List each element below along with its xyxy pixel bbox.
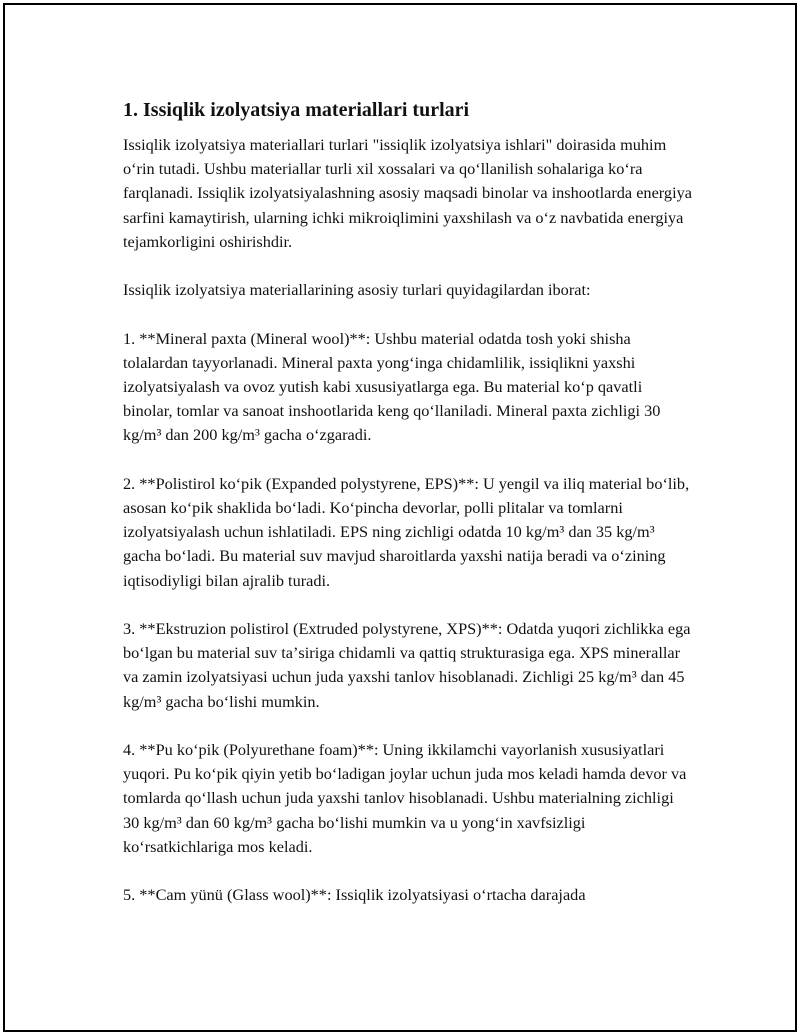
list-intro-paragraph: Issiqlik izolyatsiya materiallarining asosiy turlari quyidagilardan iborat: bbox=[123, 280, 591, 300]
list-item-xps: 3. **Ekstruzion polistirol (Extruded polystyrene, XPS)**: Odatda yuqori zichlikka ega boʻlgan bu material suv taʼsiriga chidamli va qattiq strukturasiga ega. XPS minerallar va zamin izolyatsiyasi uchun juda yaxshi tanlov hisoblanadi. Zichligi 25 kg/m³ dan 45 kg/m³ gacha boʻlishi mumkin. bbox=[123, 619, 691, 711]
list-item-glass-wool: 5. **Cam yünü (Glass wool)**: Issiqlik izolyatsiyasi oʻrtacha darajada bbox=[123, 885, 586, 905]
list-item-polyurethane-foam: 4. **Pu koʻpik (Polyurethane foam)**: Uning ikkilamchi vayorlanish xususiyatlari yuqori. Pu koʻpik qiyin yetib boʻladigan joylar uchun juda mos keladi hamda devor va tomlarda qoʻllash uchun juda yaxshi tanlov hisoblanadi. Ushbu materialning zichligi 30 kg/m³ dan 60 kg/m³ gacha boʻlishi mumkin va u yongʻin xavfsizligi koʻrsatkichlariga mos keladi. bbox=[123, 740, 687, 856]
intro-paragraph: Issiqlik izolyatsiya materiallari turlari "issiqlik izolyatsiya ishlari" doirasida muhim oʻrin tutadi. Ushbu materiallar turli xil xossalari va qoʻllanilish sohalariga koʻra farqlanadi. Issiqlik izolyatsiyalashning asosiy maqsadi binolar va inshootlarda energiya sarfini kamaytirish, ularning ichki mikroiqlimini yaxshilash va oʻz navbatida energiya tejamkorligini oshirishdir. bbox=[123, 135, 692, 251]
list-item-eps: 2. **Polistirol koʻpik (Expanded polystyrene, EPS)**: U yengil va iliq material boʻlib, asosan koʻpik shaklida boʻladi. Koʻpincha devorlar, polli plitalar va tomlarni izolyatsiyalash uchun ishlatiladi. EPS ning zichligi odatda 10 kg/m³ dan 35 kg/m³ gacha boʻladi. Bu material suv mavjud sharoitlarda yaxshi natija beradi va oʻzining iqtisodiyligi bilan ajralib turadi. bbox=[123, 473, 690, 590]
document-body bbox=[123, 97, 693, 932]
page-frame bbox=[3, 3, 797, 1032]
list-item-mineral-wool: 1. **Mineral paxta (Mineral wool)**: Ushbu material odatda tosh yoki shisha tolalardan tayyorlanadi. Mineral paxta yongʻinga chidamlilik, issiqlikni yaxshi izolyatsiyalash va ovoz yutish kabi xususiyatlarga ega. Bu material koʻp qavatli binolar, tomlar va sanoat inshootlarida keng qoʻllaniladi. Mineral paxta zichligi 30 kg/m³ dan 200 kg/m³ gacha oʻzgaradi. bbox=[123, 328, 661, 445]
section-heading: 1. Issiqlik izolyatsiya materiallari turlari bbox=[123, 99, 470, 121]
